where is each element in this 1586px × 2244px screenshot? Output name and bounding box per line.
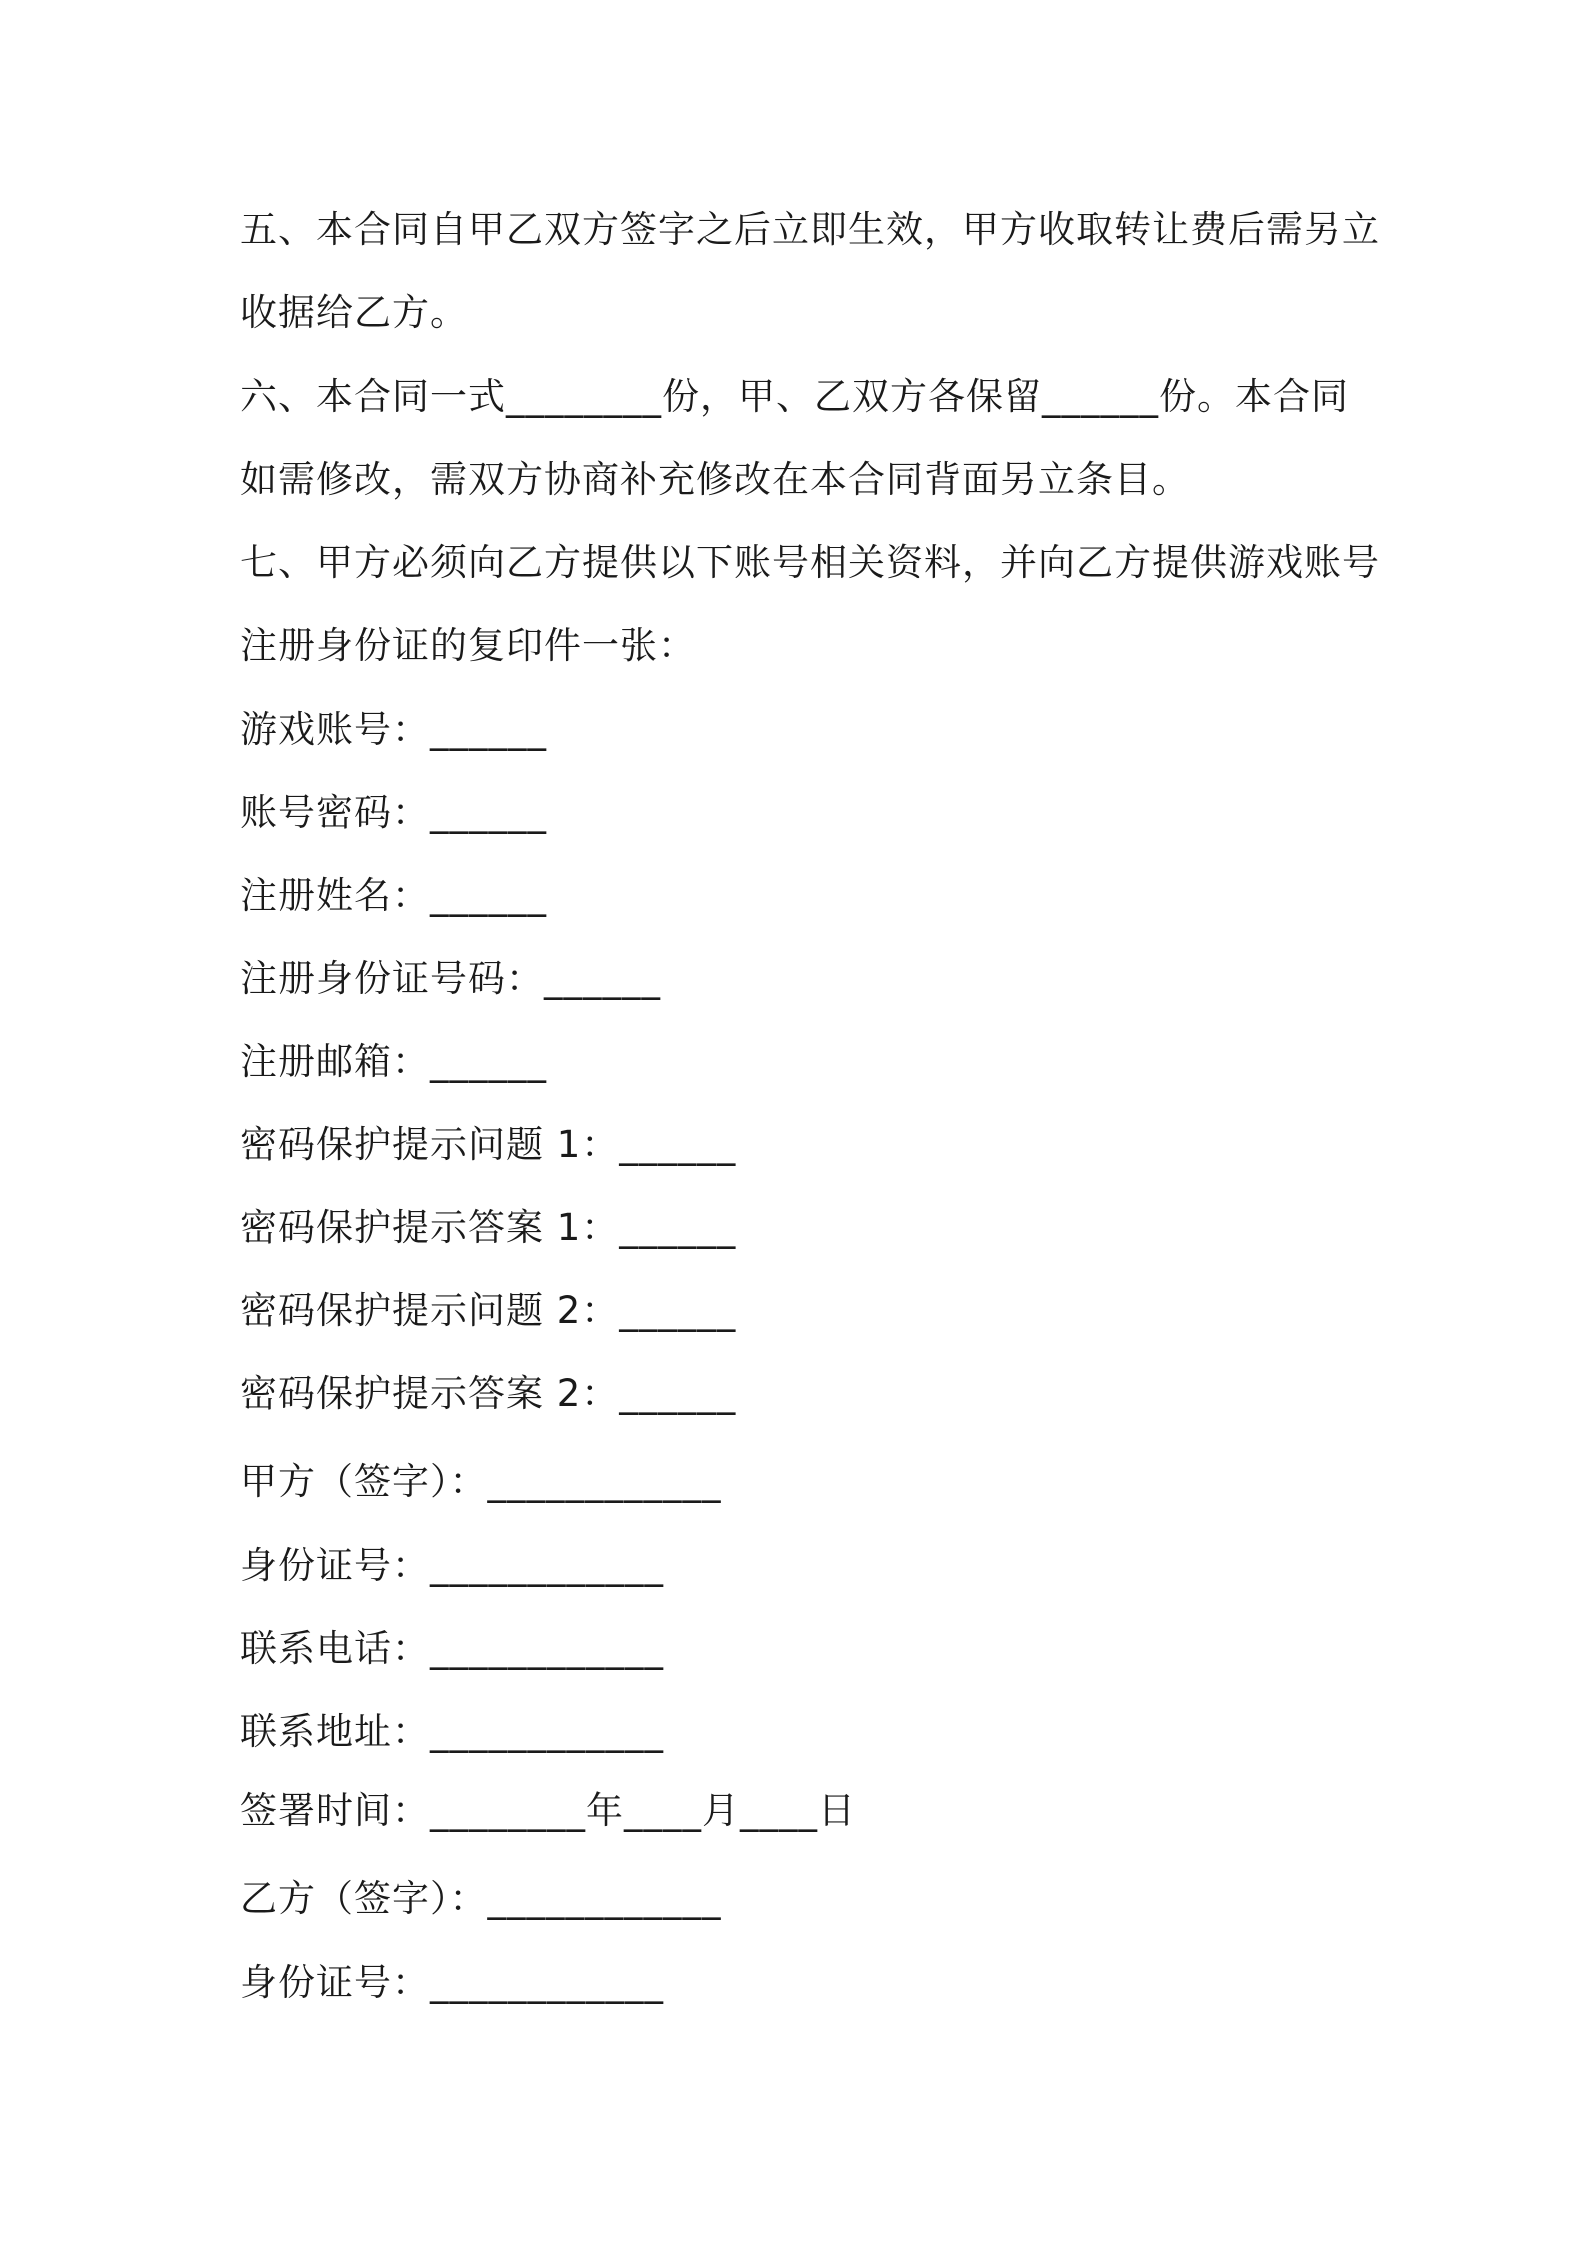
field-security-answer-2: 密码保护提示答案 2：______ [240,1372,737,1415]
party-b-signature: 乙方（签字）：____________ [240,1877,722,1920]
clause-7-line-1: 七、甲方必须向乙方提供以下账号相关资料，并向乙方提供游戏账号 [240,541,1380,584]
clause-6-line-2: 如需修改，需双方协商补充修改在本合同背面另立条目。 [240,458,1190,501]
party-a-id-number: 身份证号：____________ [240,1544,664,1587]
field-registered-name: 注册姓名：______ [240,874,547,917]
party-b-id-number: 身份证号：____________ [240,1961,664,2004]
field-security-question-2: 密码保护提示问题 2：______ [240,1289,737,1332]
party-a-phone: 联系电话：____________ [240,1627,664,1670]
field-account-password: 账号密码：______ [240,791,547,834]
clause-7-line-2: 注册身份证的复印件一张： [240,624,696,667]
party-a-sign-date: 签署时间：________年____月____日 [240,1789,856,1832]
field-security-answer-1: 密码保护提示答案 1：______ [240,1206,737,1249]
party-a-address: 联系地址：____________ [240,1710,664,1753]
clause-5-line-1: 五、本合同自甲乙双方签字之后立即生效，甲方收取转让费后需另立 [240,208,1380,251]
clause-6-line-1: 六、本合同一式________份，甲、乙双方各保留______份。本合同 [240,375,1349,418]
clause-5-line-2: 收据给乙方。 [240,291,468,334]
party-a-signature: 甲方（签字）：____________ [240,1460,722,1503]
field-game-account: 游戏账号：______ [240,708,547,751]
field-security-question-1: 密码保护提示问题 1：______ [240,1123,737,1166]
field-registered-id: 注册身份证号码：______ [240,957,661,1000]
field-registered-email: 注册邮箱：______ [240,1040,547,1083]
